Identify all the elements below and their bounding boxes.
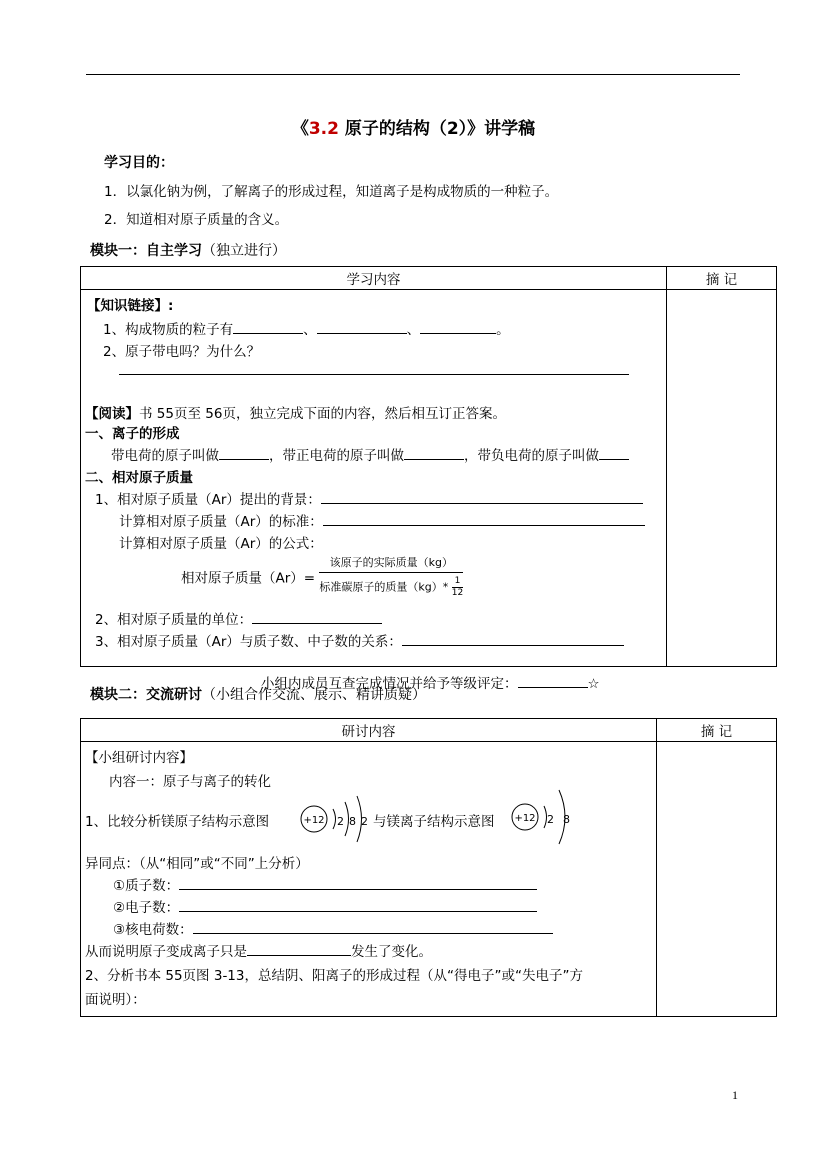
reading-instruction: 【阅读】书 55页至 56页，独立完成下面的内容，然后相互订正答案。 [85, 406, 506, 422]
module1-content-header: 学习内容 [81, 267, 667, 290]
electron-number: ②电子数： [113, 896, 537, 916]
formula-fraction: 该原子的实际质量（kg） 标准碳原子的质量（kg）* $\frac{1}{12}$ [319, 556, 464, 598]
ion-shell-1: 2 [547, 813, 554, 826]
answer-blank[interactable] [599, 445, 629, 460]
answer-blank[interactable] [252, 609, 382, 624]
atom-shell-1: 2 [337, 815, 344, 828]
module1-table [80, 266, 777, 692]
module2-heading: 模块二：交流研讨（小组合作交流、展示、精讲质疑） [90, 687, 426, 703]
module1-content-cell [81, 290, 667, 692]
question-2-line-b: 面说明）： [85, 992, 146, 1008]
similarities-heading: 异同点：（从“相同”或“不同”上分析） [85, 856, 309, 872]
atom-shell-2: 8 [349, 815, 356, 828]
ion-shell-2: 8 [563, 813, 570, 826]
module1-notes-header: 摘 记 [667, 267, 777, 290]
page-title: 《3.2 原子的结构（2）》讲学稿 [291, 119, 536, 139]
compare-label-b: 与镁离子结构示意图 [373, 814, 495, 830]
ram-formula-label: 计算相对原子质量（Ar）的公式： [119, 536, 323, 552]
ram-unit: 2、相对原子质量的单位： [95, 608, 382, 628]
module2-content-cell [81, 742, 657, 1017]
answer-blank[interactable] [233, 319, 303, 334]
answer-blank[interactable] [323, 511, 645, 526]
objective-1: 1．以氯化钠为例，了解离子的形成过程，知道离子是构成物质的一种粒子。 [104, 184, 559, 200]
mg-atom-diagram [299, 792, 379, 846]
atom-nucleus-label: +12 [303, 815, 325, 826]
rating-blank[interactable] [518, 673, 588, 688]
module2-notes-cell[interactable] [657, 742, 777, 1017]
ion-definition-line: 带电荷的原子叫做 ，带正电荷的原子叫做 ，带负电荷的原子叫做 [111, 444, 629, 464]
answer-blank[interactable] [247, 941, 351, 956]
ram-formula: 相对原子质量（Ar）= 该原子的实际质量（kg） 标准碳原子的质量（kg）* $\frac{1}{12}$ [181, 556, 464, 598]
answer-blank[interactable] [179, 897, 537, 912]
section-ion-formation: 一、离子的形成 [85, 426, 180, 442]
mg-ion-diagram [509, 786, 579, 848]
module1-notes-cell[interactable] [667, 290, 777, 667]
module2-notes-header: 摘 记 [657, 719, 777, 742]
star-icon: ☆ [587, 676, 600, 692]
module2-table [80, 718, 777, 1017]
objectives-heading: 学习目的： [104, 155, 174, 171]
answer-line[interactable] [119, 374, 629, 375]
ram-relation: 3、相对原子质量（Ar）与质子数、中子数的关系： [95, 630, 624, 650]
answer-blank[interactable] [404, 445, 464, 460]
section-relative-atomic-mass: 二、相对原子质量 [85, 470, 193, 486]
page-number: 1 [732, 1088, 738, 1102]
content-one: 内容一：原子与离子的转化 [109, 774, 271, 790]
answer-blank[interactable] [179, 875, 537, 890]
answer-blank[interactable] [321, 489, 643, 504]
answer-blank[interactable] [402, 631, 624, 646]
ion-nucleus-label: +12 [514, 813, 536, 824]
answer-blank[interactable] [219, 445, 269, 460]
objective-2: 2．知道相对原子质量的含义。 [104, 212, 289, 228]
nuclear-charge: ③核电荷数： [113, 918, 553, 938]
peer-evaluation: 小组内成员互查完成情况并给予等级评定： ☆ [261, 672, 600, 692]
answer-blank[interactable] [317, 319, 407, 334]
question-1: 1、构成物质的粒子有 、 、 。 [103, 318, 510, 338]
question-2-line-a: 2、分析书本 55页图 3-13，总结阴、阳离子的形成过程（从“得电子”或“失电子”方 [85, 968, 583, 984]
group-discussion-heading: 【小组研讨内容】 [85, 750, 193, 766]
answer-blank[interactable] [193, 919, 553, 934]
compare-label-a: 1、比较分析镁原子结构示意图 [85, 814, 270, 830]
header-rule [86, 74, 740, 75]
answer-blank[interactable] [420, 319, 496, 334]
proton-number: ①质子数： [113, 874, 537, 894]
conclusion-line: 从而说明原子变成离子只是 发生了变化。 [85, 940, 432, 960]
atom-shell-3: 2 [361, 815, 368, 828]
ram-background: 1、相对原子质量（Ar）提出的背景： [95, 488, 643, 508]
module2-content-header: 研讨内容 [81, 719, 657, 742]
question-2: 2、原子带电吗？为什么？ [103, 344, 261, 360]
module1-heading: 模块一：自主学习（独立进行） [90, 243, 286, 259]
knowledge-link-heading: 【知识链接】: [87, 298, 174, 314]
ram-standard: 计算相对原子质量（Ar）的标准： [119, 510, 645, 530]
